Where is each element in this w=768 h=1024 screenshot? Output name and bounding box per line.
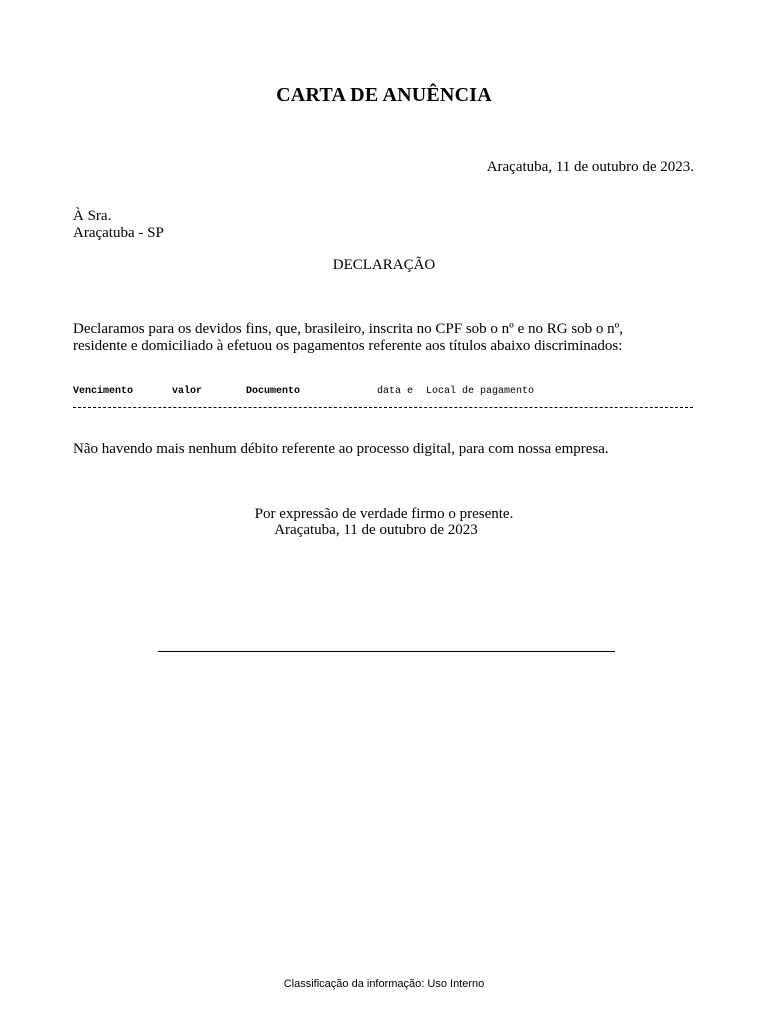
- recipient-salutation: À Sra.: [73, 208, 112, 224]
- table-header-documento: Documento: [246, 386, 301, 397]
- table-header-local: Local de pagamento: [426, 386, 535, 397]
- section-heading: DECLARAÇÃO: [332, 257, 436, 273]
- declaration-paragraph-line-2: residente e domiciliado à efetuou os pagamentos referente aos títulos abaixo discriminados:: [73, 338, 623, 354]
- date-line: Araçatuba, 11 de outubro de 2023.: [486, 159, 694, 175]
- classification-footer: Classificação da informação: Uso Interno: [283, 978, 485, 990]
- closing-line-1: Por expressão de verdade firmo o presente.: [254, 506, 514, 522]
- no-debt-statement: Não havendo mais nenhum débito referente ao processo digital, para com nossa empresa.: [73, 441, 609, 457]
- closing-date: Araçatuba, 11 de outubro de 2023: [274, 522, 478, 538]
- declaration-paragraph-line-1: Declaramos para os devidos fins, que, brasileiro, inscrita no CPF sob o nº e no RG sob o nº,: [73, 321, 624, 337]
- table-header-valor: valor: [172, 386, 203, 397]
- signature-line: [158, 651, 615, 652]
- recipient-city: Araçatuba - SP: [73, 225, 164, 241]
- table-header-vencimento: Vencimento: [73, 386, 134, 397]
- table-header-data: data e: [377, 386, 414, 397]
- document-title: CARTA DE ANUÊNCIA: [276, 84, 492, 106]
- table-header-divider: [73, 395, 693, 408]
